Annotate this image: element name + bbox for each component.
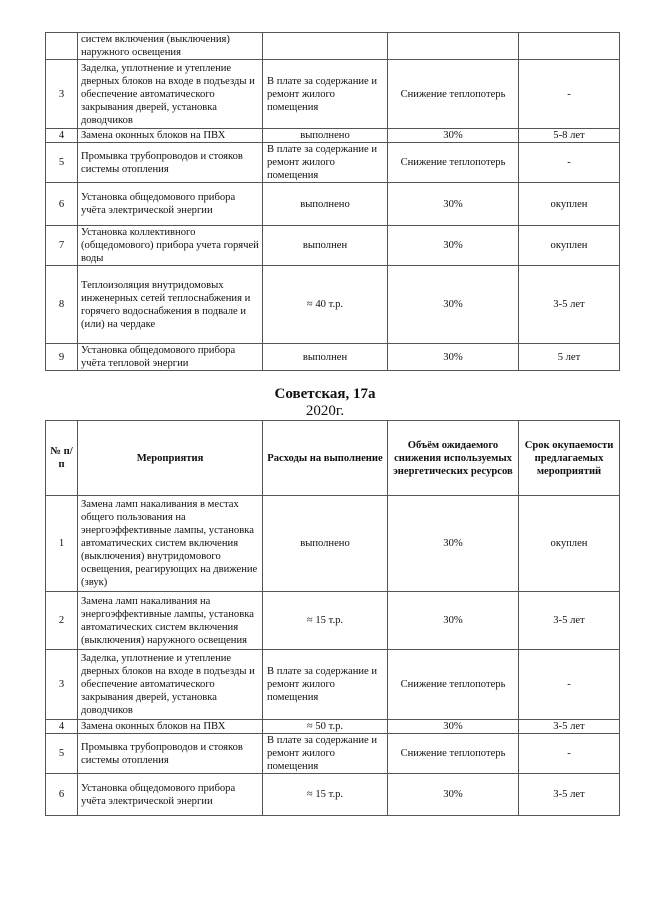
header-cost: Расходы на выполнение: [263, 421, 388, 496]
row-number: 3: [46, 60, 78, 129]
row-cost: выполнено: [263, 129, 388, 143]
row-payback: 3-5 лет: [519, 266, 620, 344]
row-payback: окуплен: [519, 183, 620, 226]
table-row: [46, 143, 620, 183]
header-volume: Объём ожидаемого снижения используемых энергетических ресурсов: [388, 421, 519, 496]
row-number: 2: [46, 592, 78, 650]
table-row: [46, 496, 620, 592]
row-action: Замена оконных блоков на ПВХ: [78, 129, 263, 143]
row-action: Промывка трубопроводов и стояков системы отопления: [78, 734, 263, 774]
row-volume: Снижение теплопотерь: [388, 60, 519, 129]
section-year: 2020г.: [305, 403, 345, 419]
table-row: [46, 720, 620, 734]
table-row: [46, 734, 620, 774]
row-volume: 30%: [388, 774, 519, 816]
row-action: Промывка трубопроводов и стояков системы отопления: [78, 143, 263, 183]
measures-table-sovetskaya-17a: [45, 420, 620, 816]
row-payback: окуплен: [519, 496, 620, 592]
row-payback: 5-8 лет: [519, 129, 620, 143]
row-cost: ≈ 15 т.р.: [263, 774, 388, 816]
row-volume: 30%: [388, 720, 519, 734]
row-cost: выполнено: [263, 183, 388, 226]
row-payback: 3-5 лет: [519, 720, 620, 734]
row-number: 7: [46, 226, 78, 266]
row-number: 6: [46, 774, 78, 816]
row-payback: -: [519, 60, 620, 129]
row-number: 4: [46, 129, 78, 143]
header-payback: Срок окупаемости предлагаемых мероприятий: [519, 421, 620, 496]
row-payback: [519, 33, 620, 60]
row-action: Замена ламп накаливания в местах общего пользования на энергоэффективные лампы, установка автоматических систем включения (выключения) внутридомового освещения, реагирующих на движение (звук): [78, 496, 263, 592]
row-number: 5: [46, 734, 78, 774]
row-action: Заделка, уплотнение и утепление дверных блоков на входе в подъезды и обеспечение автоматического закрывания дверей, установка доводчиков: [78, 60, 263, 129]
table-row: [46, 129, 620, 143]
row-payback: -: [519, 734, 620, 774]
row-number: 9: [46, 344, 78, 371]
row-number: 1: [46, 496, 78, 592]
row-number: 3: [46, 650, 78, 720]
row-payback: окуплен: [519, 226, 620, 266]
header-num: № п/п: [46, 421, 78, 496]
row-action: Замена ламп накаливания на энергоэффективные лампы, установка автоматических систем включения (выключения) наружного освещения: [78, 592, 263, 650]
row-number: 4: [46, 720, 78, 734]
row-volume: Снижение теплопотерь: [388, 734, 519, 774]
row-action: Заделка, уплотнение и утепление дверных блоков на входе в подъезды и обеспечение автоматического закрывания дверей, установка доводчиков: [78, 650, 263, 720]
row-volume: [388, 33, 519, 60]
table-header-row: [46, 421, 620, 496]
row-volume: 30%: [388, 266, 519, 344]
row-volume: 30%: [388, 344, 519, 371]
section-address-title: Советская, 17а: [274, 386, 376, 402]
table-row: [46, 650, 620, 720]
table-row: [46, 226, 620, 266]
table-row: [46, 592, 620, 650]
row-number: 5: [46, 143, 78, 183]
row-action: Установка общедомового прибора учёта электрической энергии: [78, 774, 263, 816]
row-cost: В плате за содержание и ремонт жилого помещения: [263, 650, 388, 720]
row-action: Теплоизоляция внутридомовых инженерных сетей теплоснабжения и горячего водоснабжения в подвале и (или) на чердаке: [78, 266, 263, 344]
row-cost: ≈ 15 т.р.: [263, 592, 388, 650]
row-volume: 30%: [388, 226, 519, 266]
row-cost: В плате за содержание и ремонт жилого помещения: [263, 143, 388, 183]
table-row: [46, 266, 620, 344]
row-volume: Снижение теплопотерь: [388, 143, 519, 183]
row-number: 6: [46, 183, 78, 226]
table-row: [46, 183, 620, 226]
row-number: 8: [46, 266, 78, 344]
row-action: Замена оконных блоков на ПВХ: [78, 720, 263, 734]
row-cost: ≈ 40 т.р.: [263, 266, 388, 344]
row-payback: -: [519, 650, 620, 720]
table-row: [46, 60, 620, 129]
row-volume: 30%: [388, 183, 519, 226]
row-payback: 5 лет: [519, 344, 620, 371]
table-row: [46, 774, 620, 816]
row-volume: 30%: [388, 496, 519, 592]
row-volume: 30%: [388, 129, 519, 143]
row-payback: 3-5 лет: [519, 592, 620, 650]
row-cost: В плате за содержание и ремонт жилого помещения: [263, 60, 388, 129]
row-payback: -: [519, 143, 620, 183]
row-action: систем включения (выключения) наружного освещения: [78, 33, 263, 60]
row-payback: 3-5 лет: [519, 774, 620, 816]
row-action: Установка коллективного (общедомового) прибора учета горячей воды: [78, 226, 263, 266]
row-action: Установка общедомового прибора учёта электрической энергии: [78, 183, 263, 226]
row-cost: выполнен: [263, 226, 388, 266]
header-action: Мероприятия: [78, 421, 263, 496]
row-volume: 30%: [388, 592, 519, 650]
row-cost: [263, 33, 388, 60]
measures-table-previous: [45, 32, 620, 371]
row-cost: ≈ 50 т.р.: [263, 720, 388, 734]
table-row: [46, 344, 620, 371]
row-number: [46, 33, 78, 60]
row-cost: выполнено: [263, 496, 388, 592]
row-volume: Снижение теплопотерь: [388, 650, 519, 720]
row-cost: В плате за содержание и ремонт жилого помещения: [263, 734, 388, 774]
row-cost: выполнен: [263, 344, 388, 371]
table-row: [46, 33, 620, 60]
row-action: Установка общедомового прибора учёта тепловой энергии: [78, 344, 263, 371]
